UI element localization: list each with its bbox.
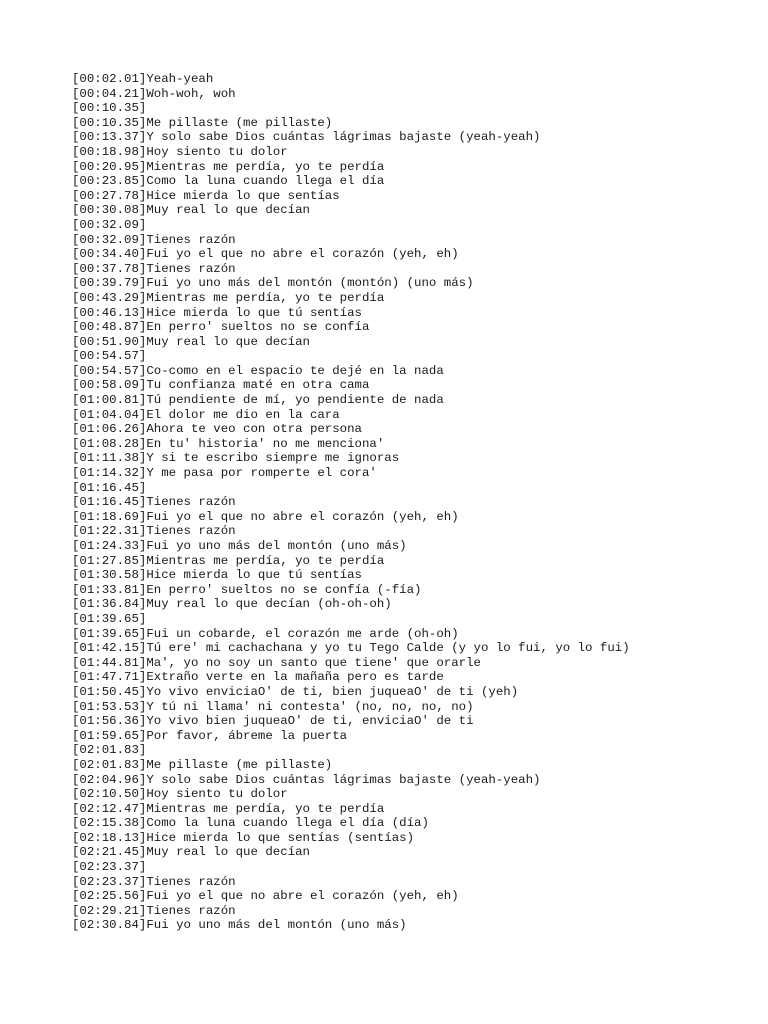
lyric-line: [02:01.83] bbox=[72, 743, 147, 758]
lyric-line: [02:01.83]Me pillaste (me pillaste) bbox=[72, 757, 333, 772]
lyric-line: [01:44.81]Ma', yo no soy un santo que tiene' que orarle bbox=[72, 655, 481, 670]
lyric-line: [00:54.57]Co-como en el espacio te dejé en la nada bbox=[72, 363, 444, 378]
lyric-line: [00:32.09] bbox=[72, 217, 147, 232]
lyric-line: [00:48.87]En perro' sueltos no se confía bbox=[72, 320, 370, 335]
lyric-line: [00:20.95]Mientras me perdía, yo te perdía bbox=[72, 159, 385, 174]
lyric-line: [00:27.78]Hice mierda lo que sentías bbox=[72, 188, 340, 203]
lyric-line: [01:59.65]Por favor, ábreme la puerta bbox=[72, 728, 348, 743]
lyric-line: [00:46.13]Hice mierda lo que tú sentías bbox=[72, 305, 362, 320]
lyric-line: [01:16.45] bbox=[72, 480, 147, 495]
lyric-line: [02:04.96]Y solo sabe Dios cuántas lágrimas bajaste (yeah-yeah) bbox=[72, 772, 541, 787]
lyric-line: [01:14.32]Y me pasa por romperte el cora' bbox=[72, 466, 377, 481]
lyric-line: [01:08.28]En tu' historia' no me menciona' bbox=[72, 436, 385, 451]
lyric-line: [01:39.65] bbox=[72, 611, 147, 626]
lyric-line: [02:18.13]Hice mierda lo que sentías (sentías) bbox=[72, 830, 415, 845]
lyric-line: [01:22.31]Tienes razón bbox=[72, 524, 236, 539]
lyric-line: [02:23.37] bbox=[72, 860, 147, 875]
lyric-line: [00:54.57] bbox=[72, 349, 147, 364]
lyric-line: [00:34.40]Fui yo el que no abre el corazón (yeh, eh) bbox=[72, 247, 459, 262]
lyric-line: [00:32.09]Tienes razón bbox=[72, 232, 236, 247]
lyric-line: [00:58.09]Tu confianza maté en otra cama bbox=[72, 378, 370, 393]
lyric-line: [01:04.04]El dolor me dio en la cara bbox=[72, 407, 340, 422]
lyrics-list bbox=[72, 72, 630, 933]
lyric-line: [00:18.98]Hoy siento tu dolor bbox=[72, 144, 288, 159]
lyric-line: [00:43.29]Mientras me perdía, yo te perdía bbox=[72, 290, 385, 305]
lyric-line: [02:10.50]Hoy siento tu dolor bbox=[72, 787, 288, 802]
lyric-line: [01:36.84]Muy real lo que decían (oh-oh-oh) bbox=[72, 597, 392, 612]
lyric-line: [02:15.38]Como la luna cuando llega el día (día) bbox=[72, 816, 429, 831]
lyric-line: [00:10.35]Me pillaste (me pillaste) bbox=[72, 115, 333, 130]
lyric-line: [01:50.45]Yo vivo enviciaO' de ti, bien juqueaO' de ti (yeh) bbox=[72, 684, 519, 699]
lyric-line: [01:33.81]En perro' sueltos no se confía (-fía) bbox=[72, 582, 422, 597]
lyric-line: [01:30.58]Hice mierda lo que tú sentías bbox=[72, 568, 362, 583]
lyric-line: [02:12.47]Mientras me perdía, yo te perdía bbox=[72, 801, 385, 816]
lyric-line: [01:06.26]Ahora te veo con otra persona bbox=[72, 422, 362, 437]
lyric-line: [00:30.08]Muy real lo que decían bbox=[72, 203, 310, 218]
lyric-line: [01:16.45]Tienes razón bbox=[72, 495, 236, 510]
lyric-line: [02:30.84]Fui yo uno más del montón (uno más) bbox=[72, 918, 407, 933]
lyric-line: [01:42.15]Tú ere' mi cachachana y yo tu Tego Calde (y yo lo fui, yo lo fui) bbox=[72, 641, 630, 656]
lyric-line: [00:23.85]Como la luna cuando llega el día bbox=[72, 174, 385, 189]
lyric-line: [02:21.45]Muy real lo que decían bbox=[72, 845, 310, 860]
lyric-line: [01:27.85]Mientras me perdía, yo te perdía bbox=[72, 553, 385, 568]
lyric-line: [00:04.21]Woh-woh, woh bbox=[72, 86, 236, 101]
lyric-line: [00:10.35] bbox=[72, 101, 147, 116]
lyric-line: [01:53.53]Y tú ni llama' ni contesta' (no, no, no, no) bbox=[72, 699, 474, 714]
lyric-line: [00:39.79]Fui yo uno más del montón (montón) (uno más) bbox=[72, 276, 474, 291]
lyric-line: [00:37.78]Tienes razón bbox=[72, 261, 236, 276]
lyric-line: [01:00.81]Tú pendiente de mí, yo pendiente de nada bbox=[72, 393, 444, 408]
lyric-line: [00:51.90]Muy real lo que decían bbox=[72, 334, 310, 349]
lyric-line: [01:18.69]Fui yo el que no abre el corazón (yeh, eh) bbox=[72, 509, 459, 524]
lyric-line: [02:23.37]Tienes razón bbox=[72, 874, 236, 889]
lyric-line: [02:29.21]Tienes razón bbox=[72, 903, 236, 918]
lyric-line: [01:11.38]Y si te escribo siempre me ignoras bbox=[72, 451, 400, 466]
lyric-line: [00:02.01]Yeah-yeah bbox=[72, 72, 214, 86]
lyric-line: [02:25.56]Fui yo el que no abre el corazón (yeh, eh) bbox=[72, 889, 459, 904]
lyric-line: [01:39.65]Fui un cobarde, el corazón me arde (oh-oh) bbox=[72, 626, 459, 641]
lyric-line: [00:13.37]Y solo sabe Dios cuántas lágrimas bajaste (yeah-yeah) bbox=[72, 130, 541, 145]
lyric-line: [01:47.71]Extraño verte en la mañaña pero es tarde bbox=[72, 670, 444, 685]
lyric-line: [01:56.36]Yo vivo bien juqueaO' de ti, enviciaO' de ti bbox=[72, 714, 474, 729]
lyric-line: [01:24.33]Fui yo uno más del montón (uno más) bbox=[72, 539, 407, 553]
